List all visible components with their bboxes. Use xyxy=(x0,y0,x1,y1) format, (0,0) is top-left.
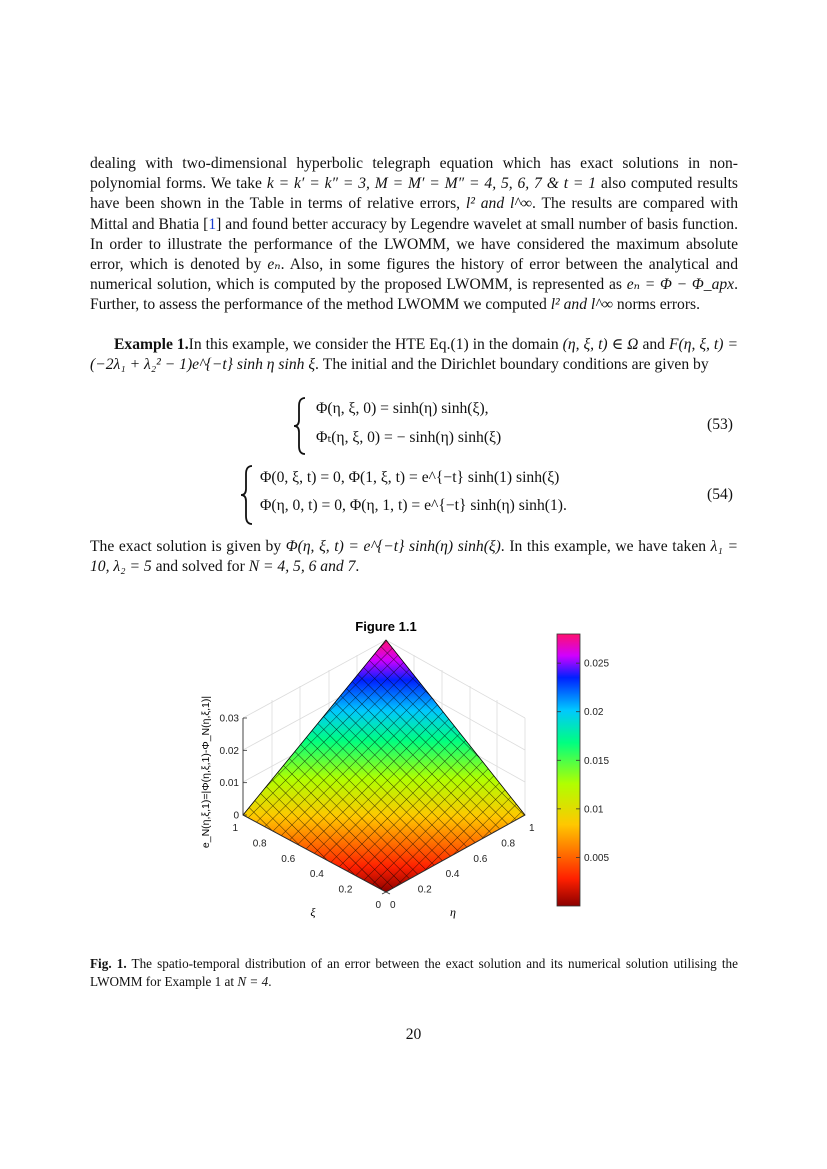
figure-title: Figure 1.1 xyxy=(355,619,417,634)
body-text: and solved for xyxy=(151,558,249,576)
y-tick-mark xyxy=(386,892,390,894)
intro-math: k = k′ = k″ = 3, M = M′ = M″ = 4, 5, 6, 7 & t = 1 xyxy=(266,175,597,193)
eq53-line1: Φ(η, ξ, 0) = sinh(η) sinh(ξ), xyxy=(316,400,489,417)
z-tick-label: 0.03 xyxy=(219,713,239,725)
z-tick-label: 0 xyxy=(233,810,239,822)
x-tick-label: 0.2 xyxy=(417,884,432,896)
caption-label: Fig. 1. xyxy=(90,956,127,971)
intro-math: eₙ = Φ − Φ_apx xyxy=(626,276,735,294)
z-tick-label: 0.02 xyxy=(219,745,239,757)
x-tick-label: 0 xyxy=(390,900,396,911)
intro-math: eₙ xyxy=(267,256,281,274)
intro-text: . The results are compared with Mittal and Bhatia [ xyxy=(90,195,738,233)
colorbar-tick-label: 0.015 xyxy=(584,755,610,767)
body-math: Φ(η, ξ, t) = e^{−t} sinh(η) sinh(ξ) xyxy=(285,538,501,555)
y-tick-label: 0.4 xyxy=(309,869,324,881)
z-tick-label: 0.01 xyxy=(219,778,239,790)
colorbar-tick-label: 0.025 xyxy=(584,658,610,670)
x-axis-label: η xyxy=(450,905,456,919)
intro-text: dealing with two-dimensional hyperbolic telegraph equation which has exact solutions in non-polynomial forms. We take xyxy=(90,155,738,193)
x-tick-label: 1 xyxy=(529,823,535,834)
eq54-line1: Φ(0, ξ, t) = 0, Φ(1, ξ, t) = e^{−t} sinh(1) sinh(ξ) xyxy=(260,469,560,486)
y-tick-label: 0.8 xyxy=(252,838,267,850)
intro-text: also computed results have been shown in the Table in terms of relative errors, xyxy=(90,175,738,213)
y-tick-label: 0.6 xyxy=(281,853,296,865)
z-axis-label: e_N(η,ξ,1)=|Φ(η,ξ,1)-Φ_N(η,ξ,1)| xyxy=(200,695,212,849)
eq53-line2: Φₜ(η, ξ, 0) = − sinh(η) sinh(ξ) xyxy=(316,429,502,446)
intro-text: ] and found better accuracy by Legendre wavelet at small number of basis function. In order to illustrate the performance of the LWOMM, we have considered the maximum absolute error, which is denoted by xyxy=(90,215,739,274)
y-tick-label: 0 xyxy=(375,900,381,911)
eq53-number: (53) xyxy=(707,416,733,433)
example-math: F(η, ξ, t) = (−2λ₁ + λ₂² − 1)e^{−t} sinh η sinh ξ xyxy=(90,336,738,374)
intro-text: . Also, in some figures the history of error between the analytical and numerical solution, which is computed by the proposed LWOMM, is represented as xyxy=(90,256,738,294)
intro-math: l² and l^∞ xyxy=(465,195,532,213)
x-tick-label: 0.6 xyxy=(473,853,488,865)
eq54-number: (54) xyxy=(707,486,733,503)
body-text: The exact solution is given by xyxy=(90,538,286,555)
caption-math: N = 4 xyxy=(237,974,269,989)
citation-link[interactable]: 1 xyxy=(208,215,217,233)
caption-text: The spatio-temporal distribution of an error between the exact solution and its numerical solution utilising the LWOMM for Example 1 at xyxy=(90,956,738,989)
body-text: . xyxy=(355,558,360,576)
body-text: . In this example, we have taken xyxy=(500,538,711,555)
example-text: . The initial and the Dirichlet boundary conditions are given by xyxy=(315,356,709,374)
y-axis-label: ξ xyxy=(310,905,316,919)
page-number: 20 xyxy=(405,1026,422,1043)
figure-caption xyxy=(90,955,738,991)
intro-text: norms errors. xyxy=(612,296,700,314)
body-math: N = 4, 5, 6 and 7 xyxy=(248,558,356,576)
y-tick-label: 0.2 xyxy=(338,884,353,896)
colorbar-tick-label: 0.02 xyxy=(584,707,604,719)
colorbar-tick-label: 0.01 xyxy=(584,804,604,816)
x-tick-label: 0.8 xyxy=(501,838,516,850)
intro-text: . Further, to assess the performance of the method LWOMM we computed xyxy=(90,276,738,314)
example-text: and xyxy=(638,336,669,353)
example-heading: Example 1. xyxy=(114,336,189,353)
example-text: In this example, we consider the HTE Eq.(1) in the domain xyxy=(188,336,563,353)
caption-text: . xyxy=(268,974,272,989)
body-math: λ₁ = 10, λ₂ = 5 xyxy=(90,538,738,576)
example-math: (η, ξ, t) ∈ Ω xyxy=(562,336,639,353)
colorbar xyxy=(557,634,580,906)
x-tick-label: 0.4 xyxy=(445,869,460,881)
y-tick-label: 1 xyxy=(232,823,238,834)
colorbar-tick-label: 0.005 xyxy=(584,852,610,864)
eq54-line2: Φ(η, 0, t) = 0, Φ(η, 1, t) = e^{−t} sinh(η) sinh(1). xyxy=(260,497,567,514)
x-tick-mark xyxy=(382,892,386,894)
intro-math: l² and l^∞ xyxy=(550,296,613,314)
